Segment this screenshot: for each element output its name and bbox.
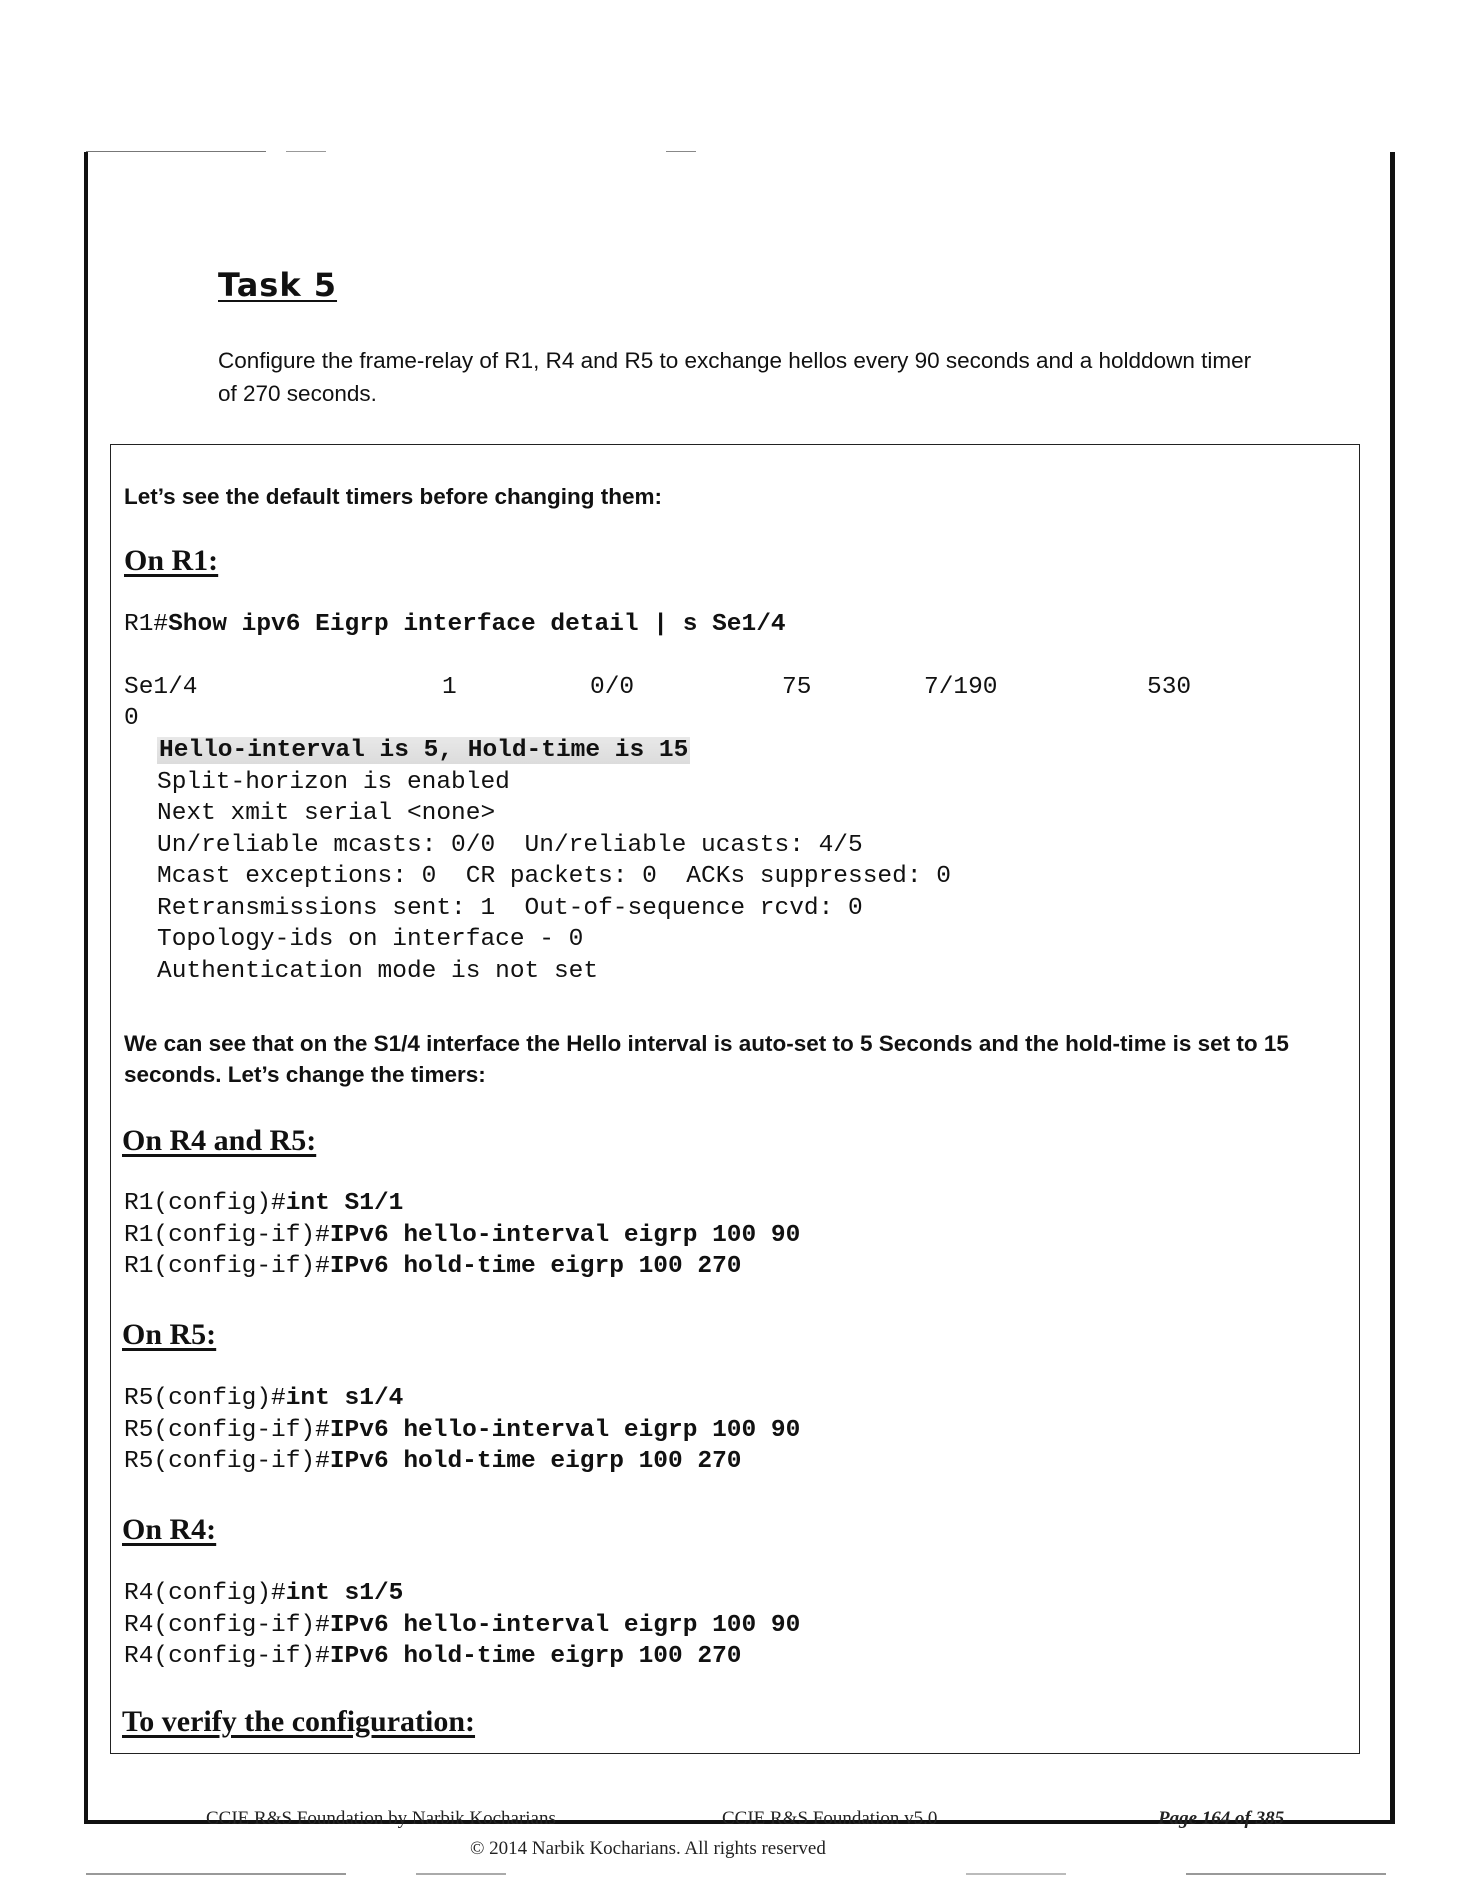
output-line: Authentication mode is not set bbox=[157, 957, 599, 985]
output-line: Mcast exceptions: 0 CR packets: 0 ACKs suppressed: 0 bbox=[157, 863, 951, 890]
section-heading-r5: On R5: bbox=[122, 1318, 217, 1351]
output-wrap: 0 bbox=[124, 705, 139, 732]
config-block-r5: R5(config)#int s1/4 R5(config-if)#IPv6 hello-interval eigrp 100 90 R5(config-if)#IPv6 hold-time eigrp 100 270 bbox=[124, 1385, 801, 1475]
page-right-border bbox=[1390, 152, 1395, 1824]
task-description: Configure the frame-relay of R1, R4 and R5 to exchange hellos every 90 seconds and a holddown timer of 270 seconds. bbox=[218, 348, 1252, 406]
footer-title: CCIE R&S Foundation by Narbik Kocharians bbox=[206, 1808, 556, 1829]
output-pacing: 7/190 bbox=[924, 674, 998, 701]
output-table-row bbox=[124, 672, 1224, 736]
config-block-r4: R4(config)#int s1/5 R4(config-if)#IPv6 hello-interval eigrp 100 90 R4(config-if)#IPv6 hold-time eigrp 100 270 bbox=[124, 1580, 801, 1670]
output-line: Topology-ids on interface - 0 bbox=[157, 926, 584, 953]
section-heading-r4-r5: On R4 and R5: bbox=[122, 1124, 317, 1157]
output-line: Un/reliable mcasts: 0/0 Un/reliable ucasts: 4/5 bbox=[157, 831, 863, 859]
output-queue: 0/0 bbox=[590, 674, 635, 701]
footer-version: CCIE R&S Foundation v5.0 bbox=[722, 1808, 938, 1829]
output-flow: 530 bbox=[1147, 674, 1192, 701]
section-heading-r4: On R4: bbox=[122, 1513, 217, 1546]
page-scan-rule bbox=[86, 1873, 1386, 1875]
output-details bbox=[157, 735, 951, 987]
section-heading-r1: On R1: bbox=[124, 544, 219, 577]
output-peers: 1 bbox=[442, 674, 457, 701]
show-command bbox=[124, 609, 786, 641]
explanation-text: We can see that on the S1/4 interface the Hello interval is auto-set to 5 Seconds and the hold-time is set to 15 seconds. Let’s change the timers: bbox=[124, 1031, 1289, 1087]
output-line: Split-horizon is enabled bbox=[157, 768, 510, 796]
config-block-r1: R1(config)#int S1/1 R1(config-if)#IPv6 hello-interval eigrp 100 90 R1(config-if)#IPv6 hold-time eigrp 100 270 bbox=[124, 1190, 801, 1280]
output-line: Next xmit serial <none> bbox=[157, 800, 496, 827]
footer-page-number: Page 164 of 385 bbox=[1158, 1808, 1285, 1829]
show-command-text: Show ipv6 Eigrp interface detail | s Se1/4 bbox=[168, 611, 786, 638]
page-top-rule bbox=[86, 151, 1386, 152]
output-srtt: 75 bbox=[782, 674, 812, 701]
solution-box bbox=[110, 444, 1360, 1754]
output-line: Hello-interval is 5, Hold-time is 15 bbox=[159, 737, 689, 764]
footer-copyright: © 2014 Narbik Kocharians. All rights reserved bbox=[470, 1838, 826, 1859]
section-heading-verify: To verify the configuration: bbox=[122, 1705, 476, 1738]
show-prompt: R1# bbox=[124, 611, 169, 638]
intro-text: Let’s see the default timers before changing them: bbox=[124, 484, 663, 509]
page-left-border bbox=[84, 152, 88, 1824]
task-heading: Task 5 bbox=[218, 266, 338, 304]
output-line: Retransmissions sent: 1 Out-of-sequence rcvd: 0 bbox=[157, 894, 863, 922]
output-interface: Se1/4 bbox=[124, 674, 198, 701]
